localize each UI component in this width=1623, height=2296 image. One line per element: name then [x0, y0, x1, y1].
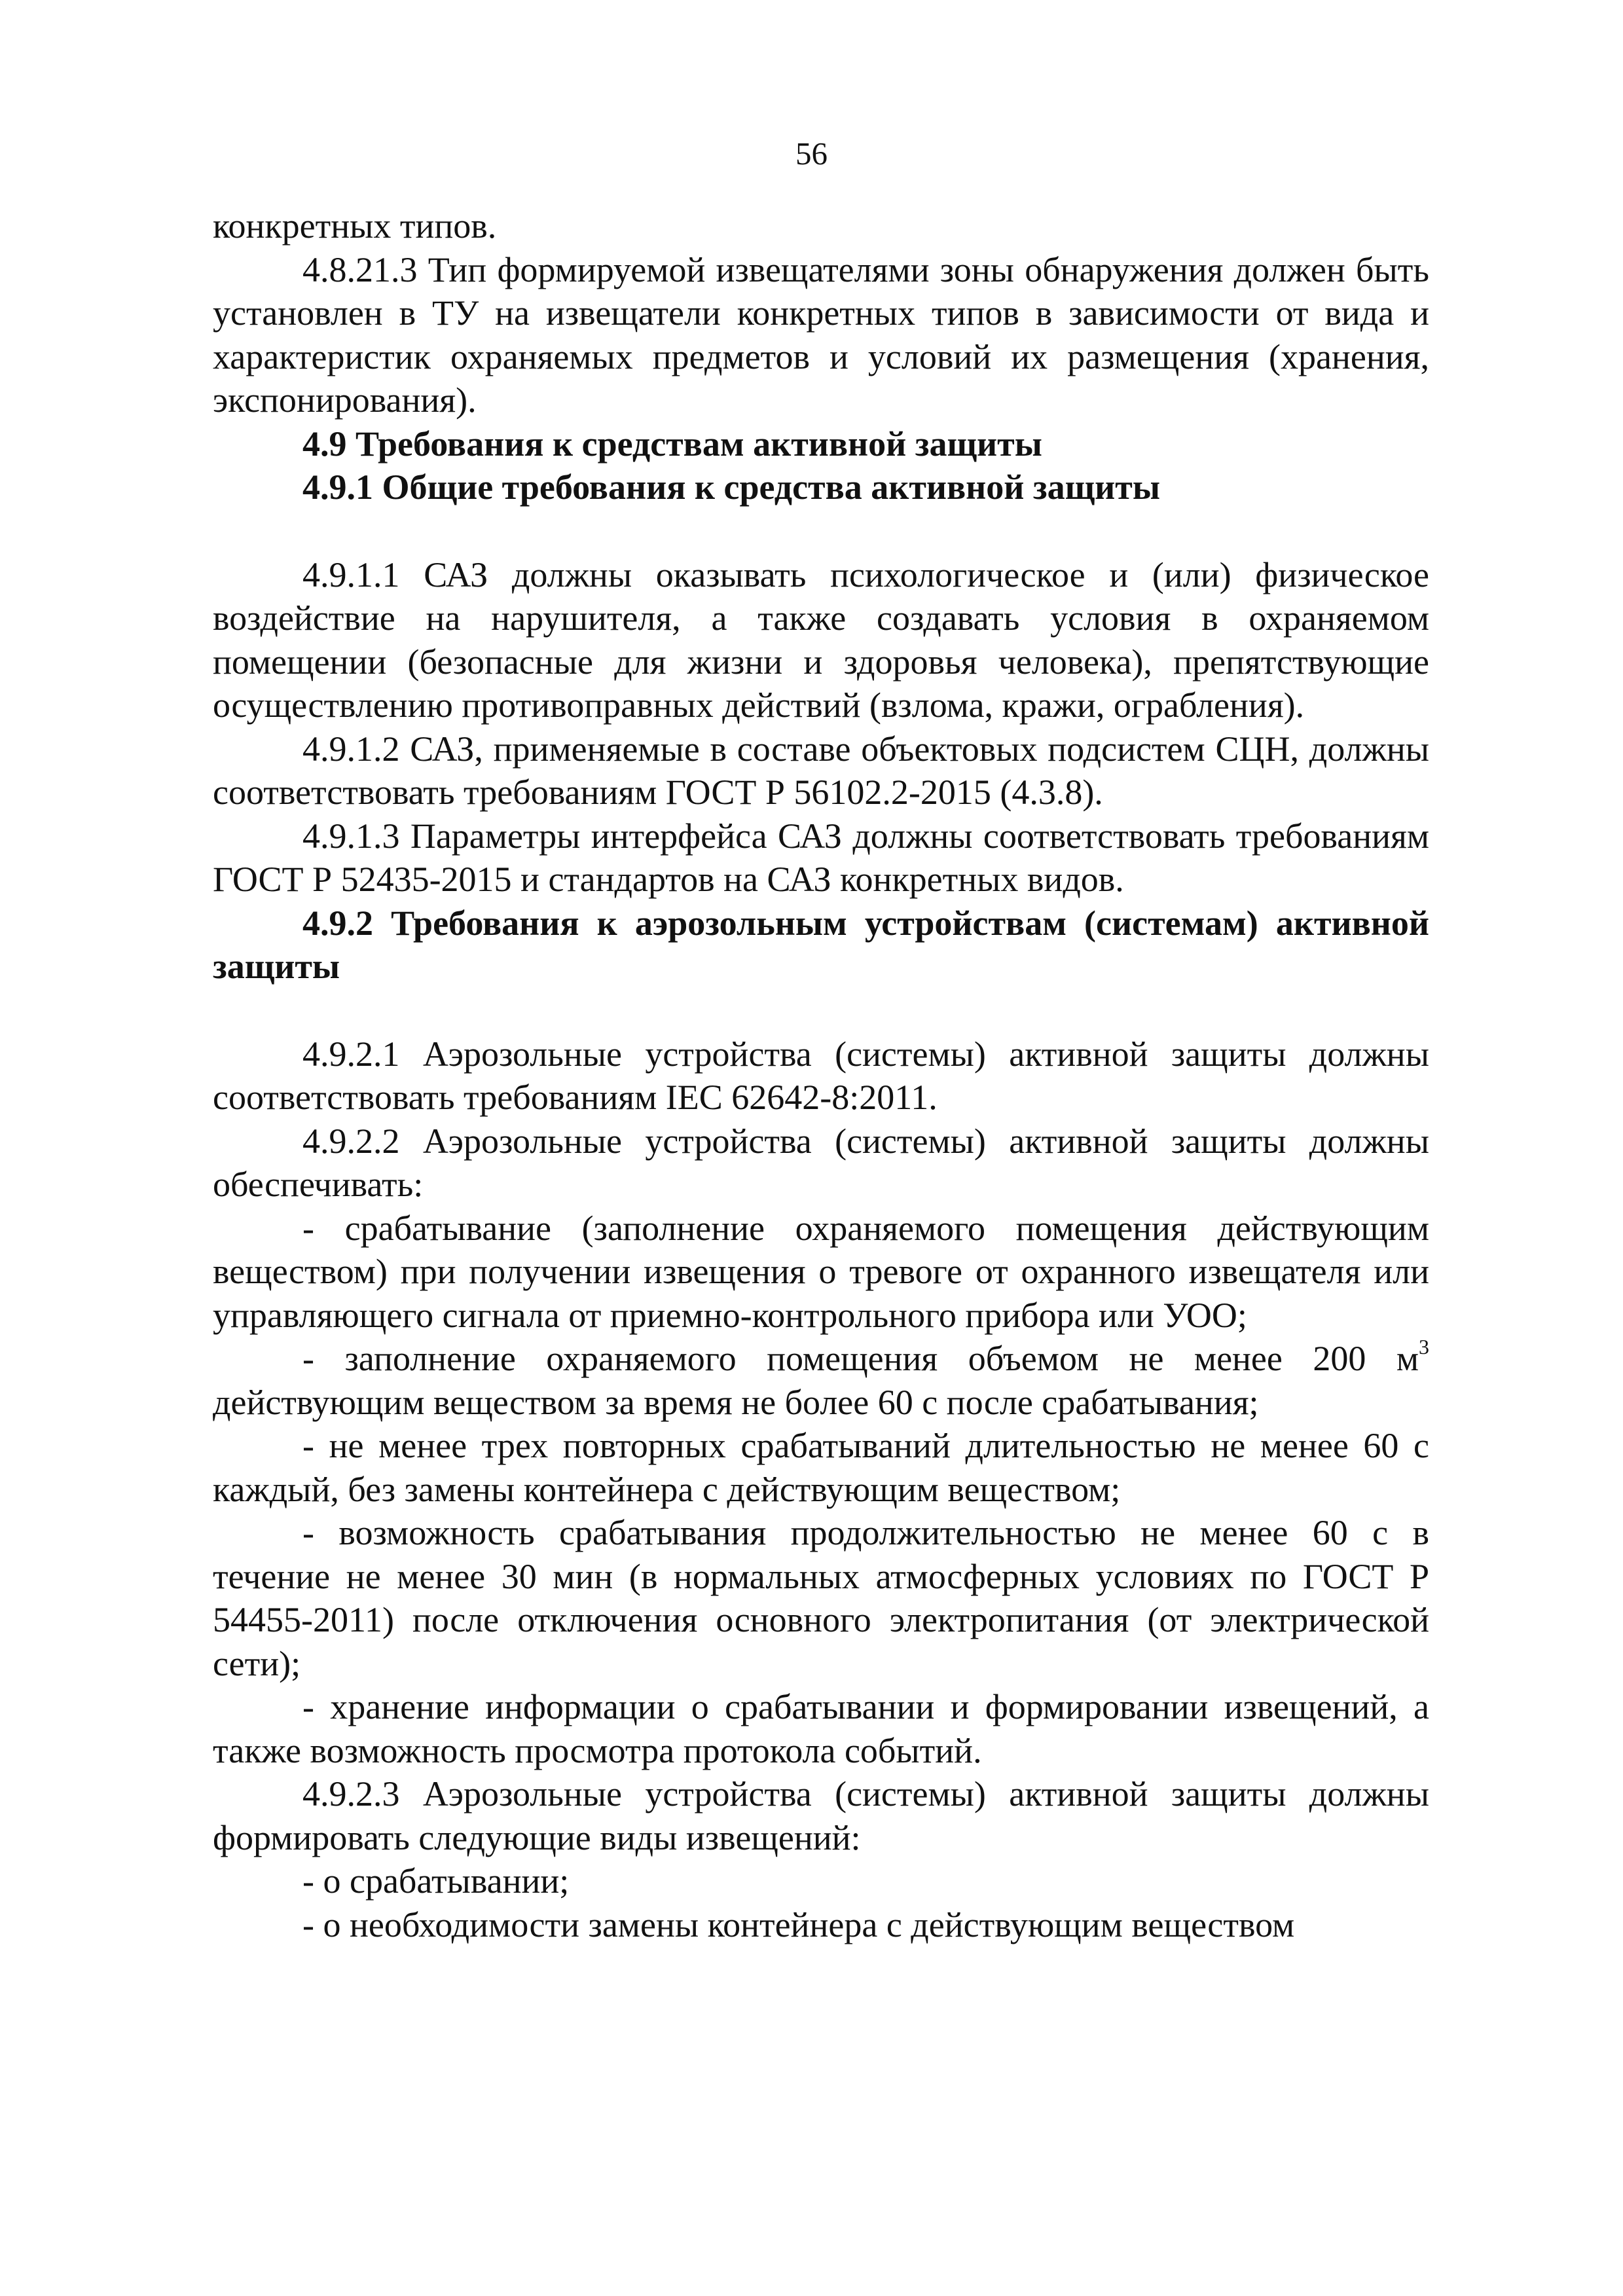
paragraph-4-9-1-3: 4.9.1.3 Параметры интерфейса САЗ должны соответствовать требованиям ГОСТ Р 52435-2015 и стандартов на САЗ конкретных видов. — [213, 816, 1429, 899]
paragraph-continued: конкретных типов. — [213, 206, 497, 246]
page-content — [213, 204, 1429, 1946]
list-item-notification-replace-container: - о необходимости замены контейнера с действующим веществом — [302, 1904, 1295, 1944]
list-item-repeated-triggering: - не менее трех повторных срабатываний длительностью не менее 60 с каждый, без замены контейнера с действующим веществом; — [213, 1426, 1429, 1509]
paragraph-4-9-2-3: 4.9.2.3 Аэрозольные устройства (системы) активной защиты должны формировать следующие виды извещений: — [213, 1774, 1429, 1857]
paragraph-4-9-1-1: 4.9.1.1 САЗ должны оказывать психологическое и (или) физическое воздействие на нарушителя, а также создавать условия в охраняемом помещении (безопасные для жизни и здоровья человека), препятствующие осуществлению противоправных действий (взлома, кражи, ограбления). — [213, 555, 1429, 725]
paragraph-4-8-21-3: 4.8.21.3 Тип формируемой извещателями зоны обнаружения должен быть установлен в ТУ на извещатели конкретных типов в зависимости от вида и характеристик охраняемых предметов и условий их размещения (хранения, экспонирования). — [213, 249, 1429, 420]
list-item-filling-volume — [213, 1337, 1429, 1424]
list-item-backup-power: - возможность срабатывания продолжительностью не менее 60 с в течение не менее 30 мин (в нормальных атмосферных условиях по ГОСТ Р 54455-2011) после отключения основного электропитания (от электрической сети); — [213, 1513, 1429, 1683]
subsection-heading-4-9-2: 4.9.2 Требования к аэрозольным устройствам (системам) активной защиты — [213, 903, 1429, 986]
list-item-event-log: - хранение информации о срабатывании и формировании извещений, а также возможность просмотра протокола событий. — [213, 1687, 1429, 1770]
paragraph-4-9-2-2: 4.9.2.2 Аэрозольные устройства (системы) активной защиты должны обеспечивать: — [213, 1121, 1429, 1204]
paragraph-4-9-1-2: 4.9.1.2 САЗ, применяемые в составе объектовых подсистем СЦН, должны соответствовать требованиям ГОСТ Р 56102.2-2015 (4.3.8). — [213, 729, 1429, 812]
subsection-heading-4-9-1: 4.9.1 Общие требования к средства активной защиты — [302, 467, 1160, 507]
list-item-filling-volume-text-end: действующим веществом за время не более 60 с после срабатывания; — [213, 1382, 1259, 1422]
page-number: 56 — [795, 136, 828, 172]
superscript-cubic: 3 — [1419, 1335, 1429, 1358]
section-heading-4-9: 4.9 Требования к средствам активной защиты — [302, 424, 1042, 464]
list-item-notification-triggered: - о срабатывании; — [302, 1861, 570, 1901]
paragraph-4-9-2-1: 4.9.2.1 Аэрозольные устройства (системы) активной защиты должны соответствовать требованиям IEC 62642-8:2011. — [213, 1034, 1429, 1117]
list-item-filling-volume-text: - заполнение охраняемого помещения объемом не менее 200 м — [302, 1339, 1419, 1378]
list-item-triggering: - срабатывание (заполнение охраняемого помещения действующим веществом) при получении извещения о тревоге от охранного извещателя или управляющего сигнала от приемно-контрольного прибора или УОО; — [213, 1208, 1429, 1335]
